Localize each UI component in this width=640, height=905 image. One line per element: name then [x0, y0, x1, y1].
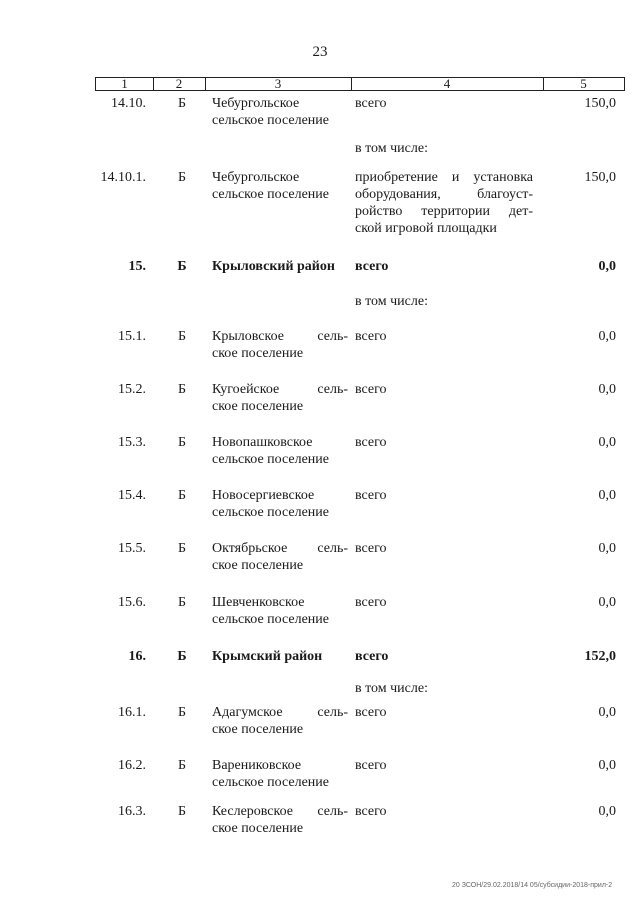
header-col-2: 2 — [153, 78, 206, 90]
row-description-line: приобретение и установка — [355, 170, 533, 185]
row-category: Б — [177, 649, 187, 664]
row-name-line: Чебургольское — [212, 96, 300, 111]
row-category: Б — [177, 170, 187, 185]
row-name-line: Адагумское сель- — [212, 705, 348, 720]
row-description-line: всего — [355, 488, 387, 503]
row-description-line: ройство территории дет- — [355, 204, 533, 219]
row-name — [212, 95, 348, 129]
row-category: Б — [177, 259, 187, 274]
row-description-line: всего — [355, 329, 387, 344]
row-amount: 0,0 — [598, 804, 616, 819]
row-description-line: всего — [355, 259, 389, 274]
row-description-line: всего — [355, 435, 387, 450]
row-number: 15.3. — [118, 435, 146, 450]
row-description — [355, 540, 533, 557]
row-description-line: всего — [355, 705, 387, 720]
row-name-line: ское поселение — [212, 821, 304, 836]
row-name — [212, 594, 348, 628]
row-name — [212, 487, 348, 521]
row-amount: 150,0 — [584, 96, 616, 111]
row-number: 15.1. — [118, 329, 146, 344]
row-name — [212, 803, 348, 837]
row-description — [355, 381, 533, 398]
row-category: Б — [177, 382, 187, 397]
row-name-line: сельское поселение — [212, 775, 329, 790]
row-amount: 0,0 — [598, 758, 616, 773]
row-amount: 0,0 — [598, 329, 616, 344]
row-category: Б — [177, 488, 187, 503]
row-name-line: Крыловский район — [212, 259, 335, 274]
header-col-1: 1 — [96, 78, 154, 90]
row-amount: 150,0 — [584, 170, 616, 185]
row-name-line: сельское поселение — [212, 452, 329, 467]
row-number: 16.3. — [118, 804, 146, 819]
row-amount: 0,0 — [598, 382, 616, 397]
row-description — [355, 169, 533, 237]
row-name-line: Крыловское сель- — [212, 329, 348, 344]
row-number: 15.6. — [118, 595, 146, 610]
row-name — [212, 328, 348, 362]
row-name — [212, 757, 348, 791]
row-name-line: ское поселение — [212, 399, 304, 414]
row-category: Б — [177, 804, 187, 819]
row-name-line: Варениковское — [212, 758, 302, 773]
row-description — [355, 803, 533, 820]
row-description-line: всего — [355, 541, 387, 556]
row-category: Б — [177, 435, 187, 450]
table-header-row — [95, 77, 625, 91]
row-name — [212, 704, 348, 738]
header-col-4: 4 — [351, 78, 544, 90]
row-description-line: всего — [355, 758, 387, 773]
row-amount: 152,0 — [584, 649, 616, 664]
row-description-line: всего — [355, 649, 389, 664]
row-description — [355, 328, 533, 345]
row-name-line: Чебургольское — [212, 170, 300, 185]
row-name-line: сельское поселение — [212, 187, 329, 202]
row-name-line: сельское поселение — [212, 612, 329, 627]
header-col-5: 5 — [580, 76, 587, 91]
row-description — [355, 680, 533, 697]
row-description — [355, 648, 533, 665]
row-description-line: оборудования, благоуст- — [355, 187, 533, 202]
row-number: 15. — [128, 259, 146, 274]
row-number: 14.10.1. — [100, 170, 146, 185]
row-name-line: Октябрьское сель- — [212, 541, 348, 556]
row-name — [212, 381, 348, 415]
row-number: 14.10. — [111, 96, 146, 111]
row-category: Б — [177, 541, 187, 556]
row-description-line: всего — [355, 804, 387, 819]
row-number: 15.5. — [118, 541, 146, 556]
header-col-3: 3 — [205, 78, 352, 90]
row-name — [212, 258, 348, 275]
row-amount: 0,0 — [598, 541, 616, 556]
row-name-line: Новопашковское — [212, 435, 313, 450]
row-description-line: в том числе: — [355, 141, 428, 156]
row-name — [212, 648, 348, 665]
row-name — [212, 434, 348, 468]
row-name-line: ское поселение — [212, 722, 304, 737]
row-amount: 0,0 — [598, 595, 616, 610]
row-number: 16. — [128, 649, 146, 664]
row-description-line: в том числе: — [355, 681, 428, 696]
row-name-line: сельское поселение — [212, 113, 329, 128]
row-description-line: в том числе: — [355, 294, 428, 309]
row-description — [355, 293, 533, 310]
row-number: 15.2. — [118, 382, 146, 397]
row-description — [355, 594, 533, 611]
row-category: Б — [177, 705, 187, 720]
row-number: 16.2. — [118, 758, 146, 773]
row-description-line: ской игровой площадки — [355, 221, 497, 236]
row-name-line: Крымский район — [212, 649, 323, 664]
row-description-line: всего — [355, 96, 387, 111]
row-description — [355, 95, 533, 112]
row-name-line: ское поселение — [212, 558, 304, 573]
row-category: Б — [177, 758, 187, 773]
row-name-line: Кугоейское сель- — [212, 382, 348, 397]
row-name-line: Шевченковское — [212, 595, 305, 610]
row-category: Б — [177, 595, 187, 610]
row-amount: 0,0 — [598, 435, 616, 450]
row-description — [355, 140, 533, 157]
row-name-line: Новосергиевское — [212, 488, 315, 503]
row-name-line: Кеслеровское сель- — [212, 804, 348, 819]
row-number: 15.4. — [118, 488, 146, 503]
row-description-line: всего — [355, 595, 387, 610]
row-description — [355, 434, 533, 451]
row-name — [212, 169, 348, 203]
row-description-line: всего — [355, 382, 387, 397]
row-category: Б — [177, 329, 187, 344]
row-description — [355, 757, 533, 774]
row-amount: 0,0 — [598, 705, 616, 720]
row-description — [355, 704, 533, 721]
row-amount: 0,0 — [598, 259, 616, 274]
row-name-line: сельское поселение — [212, 505, 329, 520]
row-description — [355, 258, 533, 275]
footer-stamp: 20 ЗСОН/29.02.2018/14 05/субсидии-2018-прил-2 — [452, 882, 613, 889]
row-category: Б — [177, 96, 187, 111]
row-number: 16.1. — [118, 705, 146, 720]
row-name-line: ское поселение — [212, 346, 304, 361]
row-amount: 0,0 — [598, 488, 616, 503]
row-name — [212, 540, 348, 574]
page-number: 23 — [312, 44, 328, 60]
row-description — [355, 487, 533, 504]
